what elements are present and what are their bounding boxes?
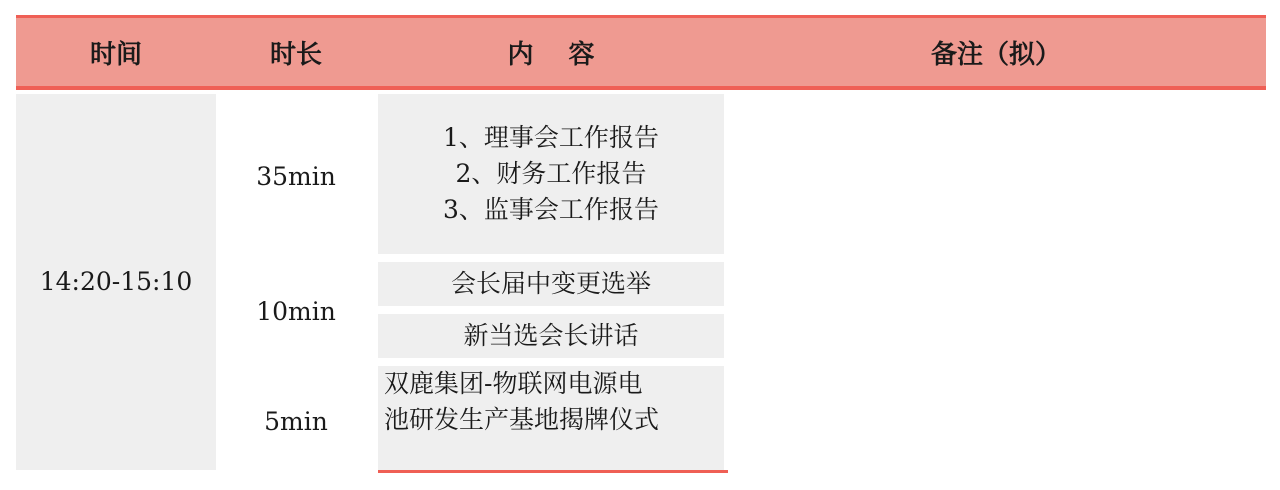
duration-cell <box>216 94 376 258</box>
content-item: 会长届中变更选举 <box>450 269 651 298</box>
content-item: 3、监事会工作报告 <box>443 195 659 224</box>
time-range: 14:20-15:10 <box>39 267 193 296</box>
duration-35: 35min <box>256 161 336 191</box>
header-duration: 时长 <box>269 40 322 70</box>
header-time: 时间 <box>89 40 142 70</box>
content-cell-election <box>378 262 724 306</box>
duration-5: 5min <box>264 406 328 436</box>
content-item: 2、财务工作报告 <box>455 159 647 188</box>
duration-cell <box>216 258 376 364</box>
notes-cell <box>726 94 1266 470</box>
content-cell-reports <box>378 94 724 254</box>
header-notes: 备注（拟） <box>930 40 1061 70</box>
content-cell-ceremony <box>378 366 724 470</box>
duration-cell <box>216 364 376 478</box>
duration-10: 10min <box>256 296 336 326</box>
content-item: 池研发生产基地揭牌仪式 <box>384 405 660 434</box>
content-item: 新当选会长讲话 <box>463 321 639 350</box>
time-cell <box>16 94 216 470</box>
header-content: 内 容 <box>507 40 595 70</box>
content-item: 双鹿集团-物联网电源电 <box>384 369 643 398</box>
content-item: 1、理事会工作报告 <box>443 123 659 152</box>
bottom-rule <box>378 470 728 473</box>
content-cell-speech <box>378 314 724 358</box>
